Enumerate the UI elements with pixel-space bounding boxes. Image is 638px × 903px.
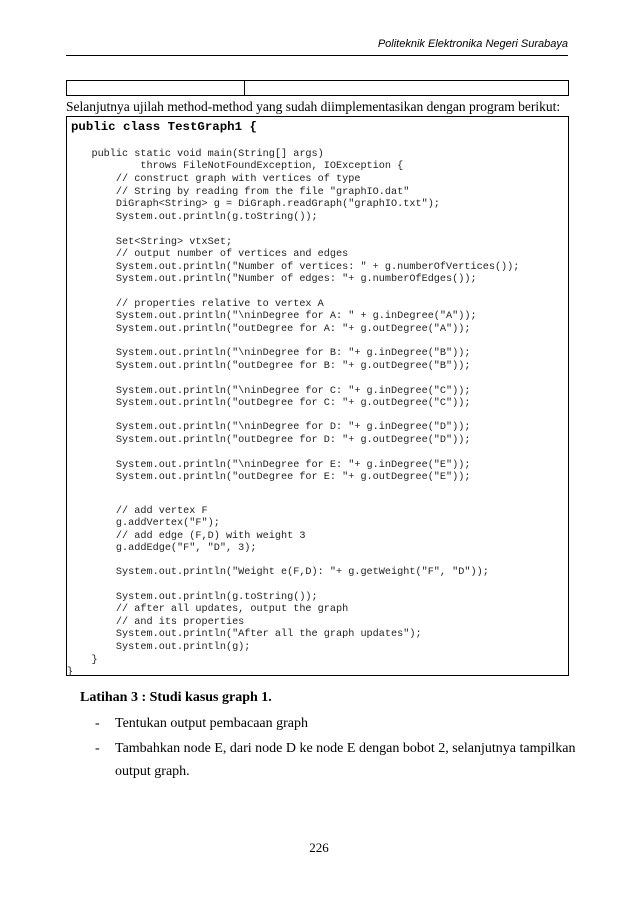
- code-line: public static void main(String[] args): [67, 149, 324, 160]
- code-line: // construct graph with vertices of type: [67, 174, 361, 185]
- code-line: Set<String> vtxSet;: [67, 237, 233, 248]
- code-line: System.out.println("After all the graph updates");: [67, 629, 422, 640]
- code-line: System.out.println("\ninDegree for A: " + g.inDegree("A"));: [67, 311, 477, 322]
- header-rule: [66, 55, 568, 56]
- code-line: // and its properties: [67, 617, 245, 628]
- code-line: System.out.println("\ninDegree for E: "+ g.inDegree("E"));: [67, 460, 471, 471]
- task-bullet: -: [95, 741, 100, 756]
- code-line: System.out.println("outDegree for E: "+ g.outDegree("E"));: [67, 472, 471, 483]
- intro-paragraph: Selanjutnya ujilah method-method yang sudah diimplementasikan dengan program berikut:: [66, 99, 561, 114]
- code-line: // output number of vertices and edges: [67, 249, 349, 260]
- code-line: System.out.println("Number of vertices: " + g.numberOfVertices());: [67, 262, 520, 273]
- code-line: public class TestGraph1 {: [71, 120, 257, 134]
- code-line: // String by reading from the file "graphIO.dat": [67, 187, 410, 198]
- task-text: Tentukan output pembacaan graph: [115, 716, 309, 731]
- code-line: System.out.println("\ninDegree for C: "+ g.inDegree("C"));: [67, 386, 471, 397]
- code-line: System.out.println(g.toString());: [67, 592, 318, 603]
- code-line: // add vertex F: [67, 506, 208, 517]
- code-line: DiGraph<String> g = DiGraph.readGraph("graphIO.txt");: [67, 199, 440, 210]
- code-block: [66, 116, 569, 676]
- code-line: System.out.println("outDegree for B: "+ g.outDegree("B"));: [67, 361, 471, 372]
- code-line: g.addVertex("F");: [67, 518, 220, 529]
- code-line: // properties relative to vertex A: [67, 299, 324, 310]
- running-header: Politeknik Elektronika Negeri Surabaya: [377, 38, 568, 50]
- code-line: System.out.println(g);: [67, 642, 251, 653]
- code-line: System.out.println("\ninDegree for B: "+ g.inDegree("B"));: [67, 348, 471, 359]
- code-line: System.out.println(g.toString());: [67, 212, 318, 223]
- table-cell-divider: [244, 81, 245, 95]
- code-line: System.out.println("outDegree for C: "+ g.outDegree("C"));: [67, 398, 471, 409]
- empty-table: [66, 80, 569, 96]
- code-line: System.out.println("\ninDegree for D: "+ g.inDegree("D"));: [67, 422, 471, 433]
- page-number: 226: [309, 840, 329, 855]
- code-line: System.out.println("outDegree for D: "+ g.outDegree("D"));: [67, 435, 471, 446]
- code-line: g.addEdge("F", "D", 3);: [67, 543, 257, 554]
- code-line: System.out.println("Weight e(F,D): "+ g.getWeight("F", "D"));: [67, 567, 489, 578]
- task-bullet: -: [95, 716, 100, 731]
- table-cell-left: [67, 81, 245, 95]
- code-line: System.out.println("Number of edges: "+ g.numberOfEdges());: [67, 274, 477, 285]
- code-line: // after all updates, output the graph: [67, 604, 349, 615]
- task-text: Tambahkan node E, dari node D ke node E dengan bobot 2, selanjutnya tampilkan: [115, 741, 576, 756]
- exercise-title: Latihan 3 : Studi kasus graph 1.: [80, 690, 272, 705]
- code-line: throws FileNotFoundException, IOException {: [67, 161, 404, 172]
- code-line: }: [67, 655, 98, 666]
- code-line: }: [67, 667, 74, 678]
- code-line: // add edge (F,D) with weight 3: [67, 531, 306, 542]
- task-text-continuation: output graph.: [115, 764, 190, 779]
- code-line: System.out.println("outDegree for A: "+ g.outDegree("A"));: [67, 324, 471, 335]
